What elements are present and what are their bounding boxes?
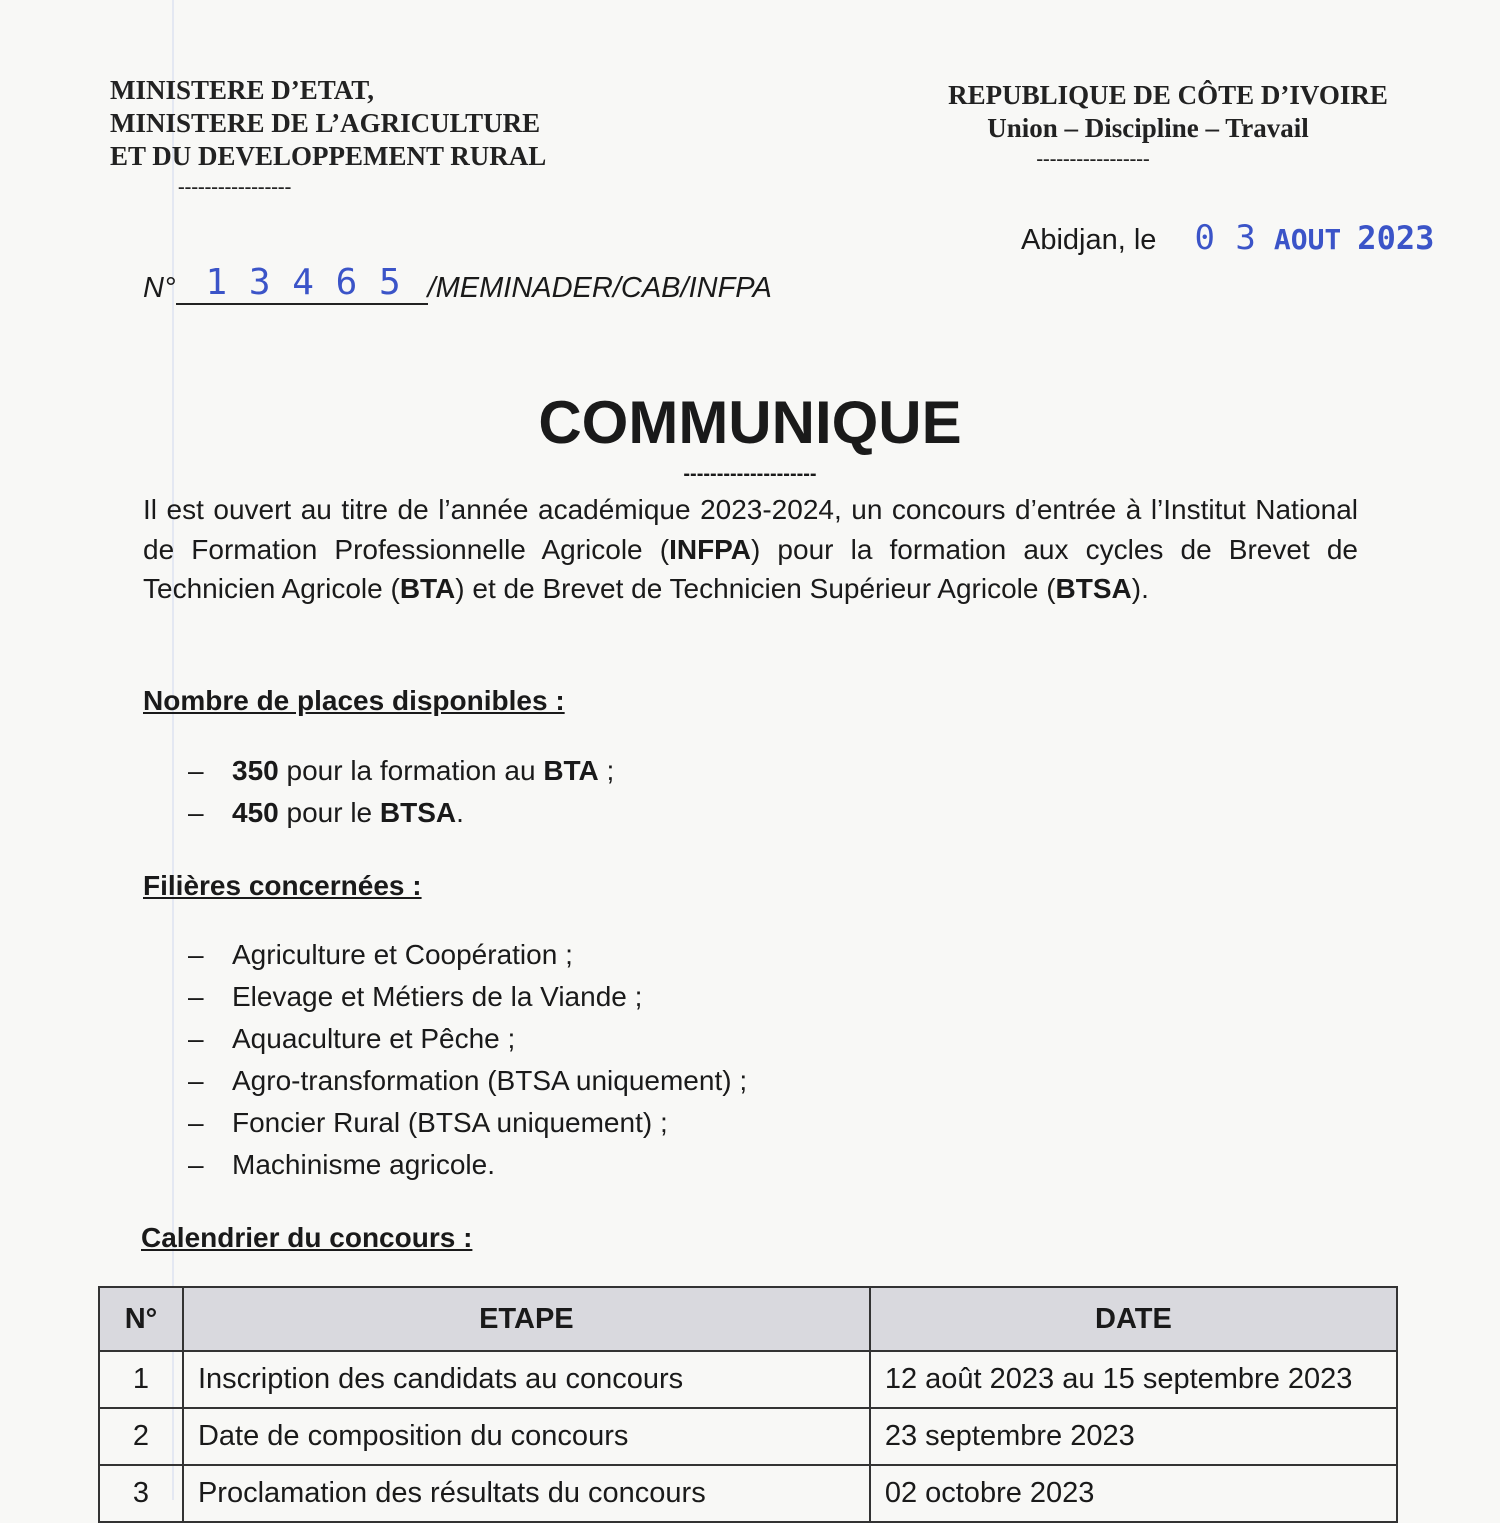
places-list [188,750,614,834]
dash: – [188,981,204,1012]
list-item [188,792,614,834]
filiere-label: Agriculture et Coopération ; [232,939,573,970]
republic-separator: ----------------- [1036,148,1150,170]
filiere-label: Elevage et Métiers de la Viande ; [232,981,643,1012]
margin-line [172,0,174,1500]
table-header-row [99,1287,1397,1351]
list-item [188,1060,747,1102]
list-item [188,934,747,976]
reference-prefix: N° [143,272,176,304]
dash: – [188,1149,204,1180]
page-title: COMMUNIQUE [538,389,962,456]
intro-text: ) et de Brevet de Technicien Supérieur Agricole ( [455,573,1056,604]
table-row [99,1408,1397,1465]
dash: – [188,1107,204,1138]
filieres-list [188,934,747,1186]
national-motto: Union – Discipline – Travail [987,113,1309,143]
dash: – [188,797,204,828]
place-label: Abidjan, le [1021,224,1157,256]
dash: – [188,1065,204,1096]
ministry-header [110,74,546,201]
title-separator: -------------------- [683,463,817,485]
intro-text: Il est ouvert au titre de l’année académique 2023-2024, un concours d’entrée à l’Institut National de Formation Professionnelle Agricole ( [143,494,1358,565]
reference-suffix: /MEMINADER/CAB/INFPA [427,272,772,304]
reference-number [143,262,772,305]
places-count: 350 [232,755,279,786]
cell-date: 12 août 2023 au 15 septembre 2023 [870,1351,1397,1408]
column-header-date: DATE [870,1287,1397,1351]
ministry-separator: ----------------- [178,176,292,198]
date-stamp-day: 0 3 [1194,218,1256,258]
cell-step: Proclamation des résultats du concours [183,1465,870,1522]
cell-date: 02 octobre 2023 [870,1465,1397,1522]
cell-step: Inscription des candidats au concours [183,1351,870,1408]
intro-text: ) pour la formation aux cycles de Brevet de Technicien Agricole ( [143,533,1358,604]
list-item [188,976,747,1018]
list-item [188,1102,747,1144]
places-end: ; [598,755,615,786]
intro-bold: BTSA [1055,573,1132,604]
ministry-line: MINISTERE D’ETAT, [110,75,375,105]
calendar-heading: Calendrier du concours : [141,1222,473,1253]
ministry-line: ET DU DEVELOPPEMENT RURAL [110,141,547,171]
places-text: pour le [278,797,380,828]
places-program: BTA [543,755,599,786]
column-header-number: N° [99,1287,183,1351]
calendar-table [98,1286,1398,1523]
intro-bold: INFPA [669,533,751,565]
date-stamp-year: 2023 [1357,219,1435,257]
country-name: REPUBLIQUE DE CÔTE D’IVOIRE [948,80,1388,110]
table-row [99,1351,1397,1408]
dash: – [188,755,204,786]
intro-text: ). [1131,573,1149,604]
dash: – [188,1023,204,1054]
filiere-label: Aquaculture et Pêche ; [232,1023,516,1054]
list-item [188,1144,747,1186]
list-item [188,750,614,792]
filiere-label: Machinisme agricole. [232,1149,495,1180]
filiere-label: Foncier Rural (BTSA uniquement) ; [232,1107,668,1138]
places-heading: Nombre de places disponibles : [143,685,565,716]
reference-stamp-number: 1 3 4 6 5 [176,262,428,305]
intro-paragraph [143,490,1358,609]
cell-number: 3 [99,1465,183,1522]
ministry-line: MINISTERE DE L’AGRICULTURE [110,108,541,138]
filiere-label: Agro-transformation (BTSA uniquement) ; [232,1065,748,1096]
places-program: BTSA [379,797,457,828]
column-header-step: ETAPE [183,1287,870,1351]
cell-step: Date de composition du concours [183,1408,870,1465]
cell-number: 1 [99,1351,183,1408]
date-stamp-month: AOUT [1273,223,1342,256]
place-date [1021,218,1434,258]
filieres-heading: Filières concernées : [143,870,422,901]
cell-number: 2 [99,1408,183,1465]
dash: – [188,939,204,970]
list-item [188,1018,747,1060]
table-row [99,1465,1397,1522]
places-end: . [456,797,464,828]
republic-header [920,79,1416,173]
places-text: pour la formation au [278,755,544,786]
cell-date: 23 septembre 2023 [870,1408,1397,1465]
places-count: 450 [232,797,279,828]
intro-bold: BTA [399,573,456,604]
